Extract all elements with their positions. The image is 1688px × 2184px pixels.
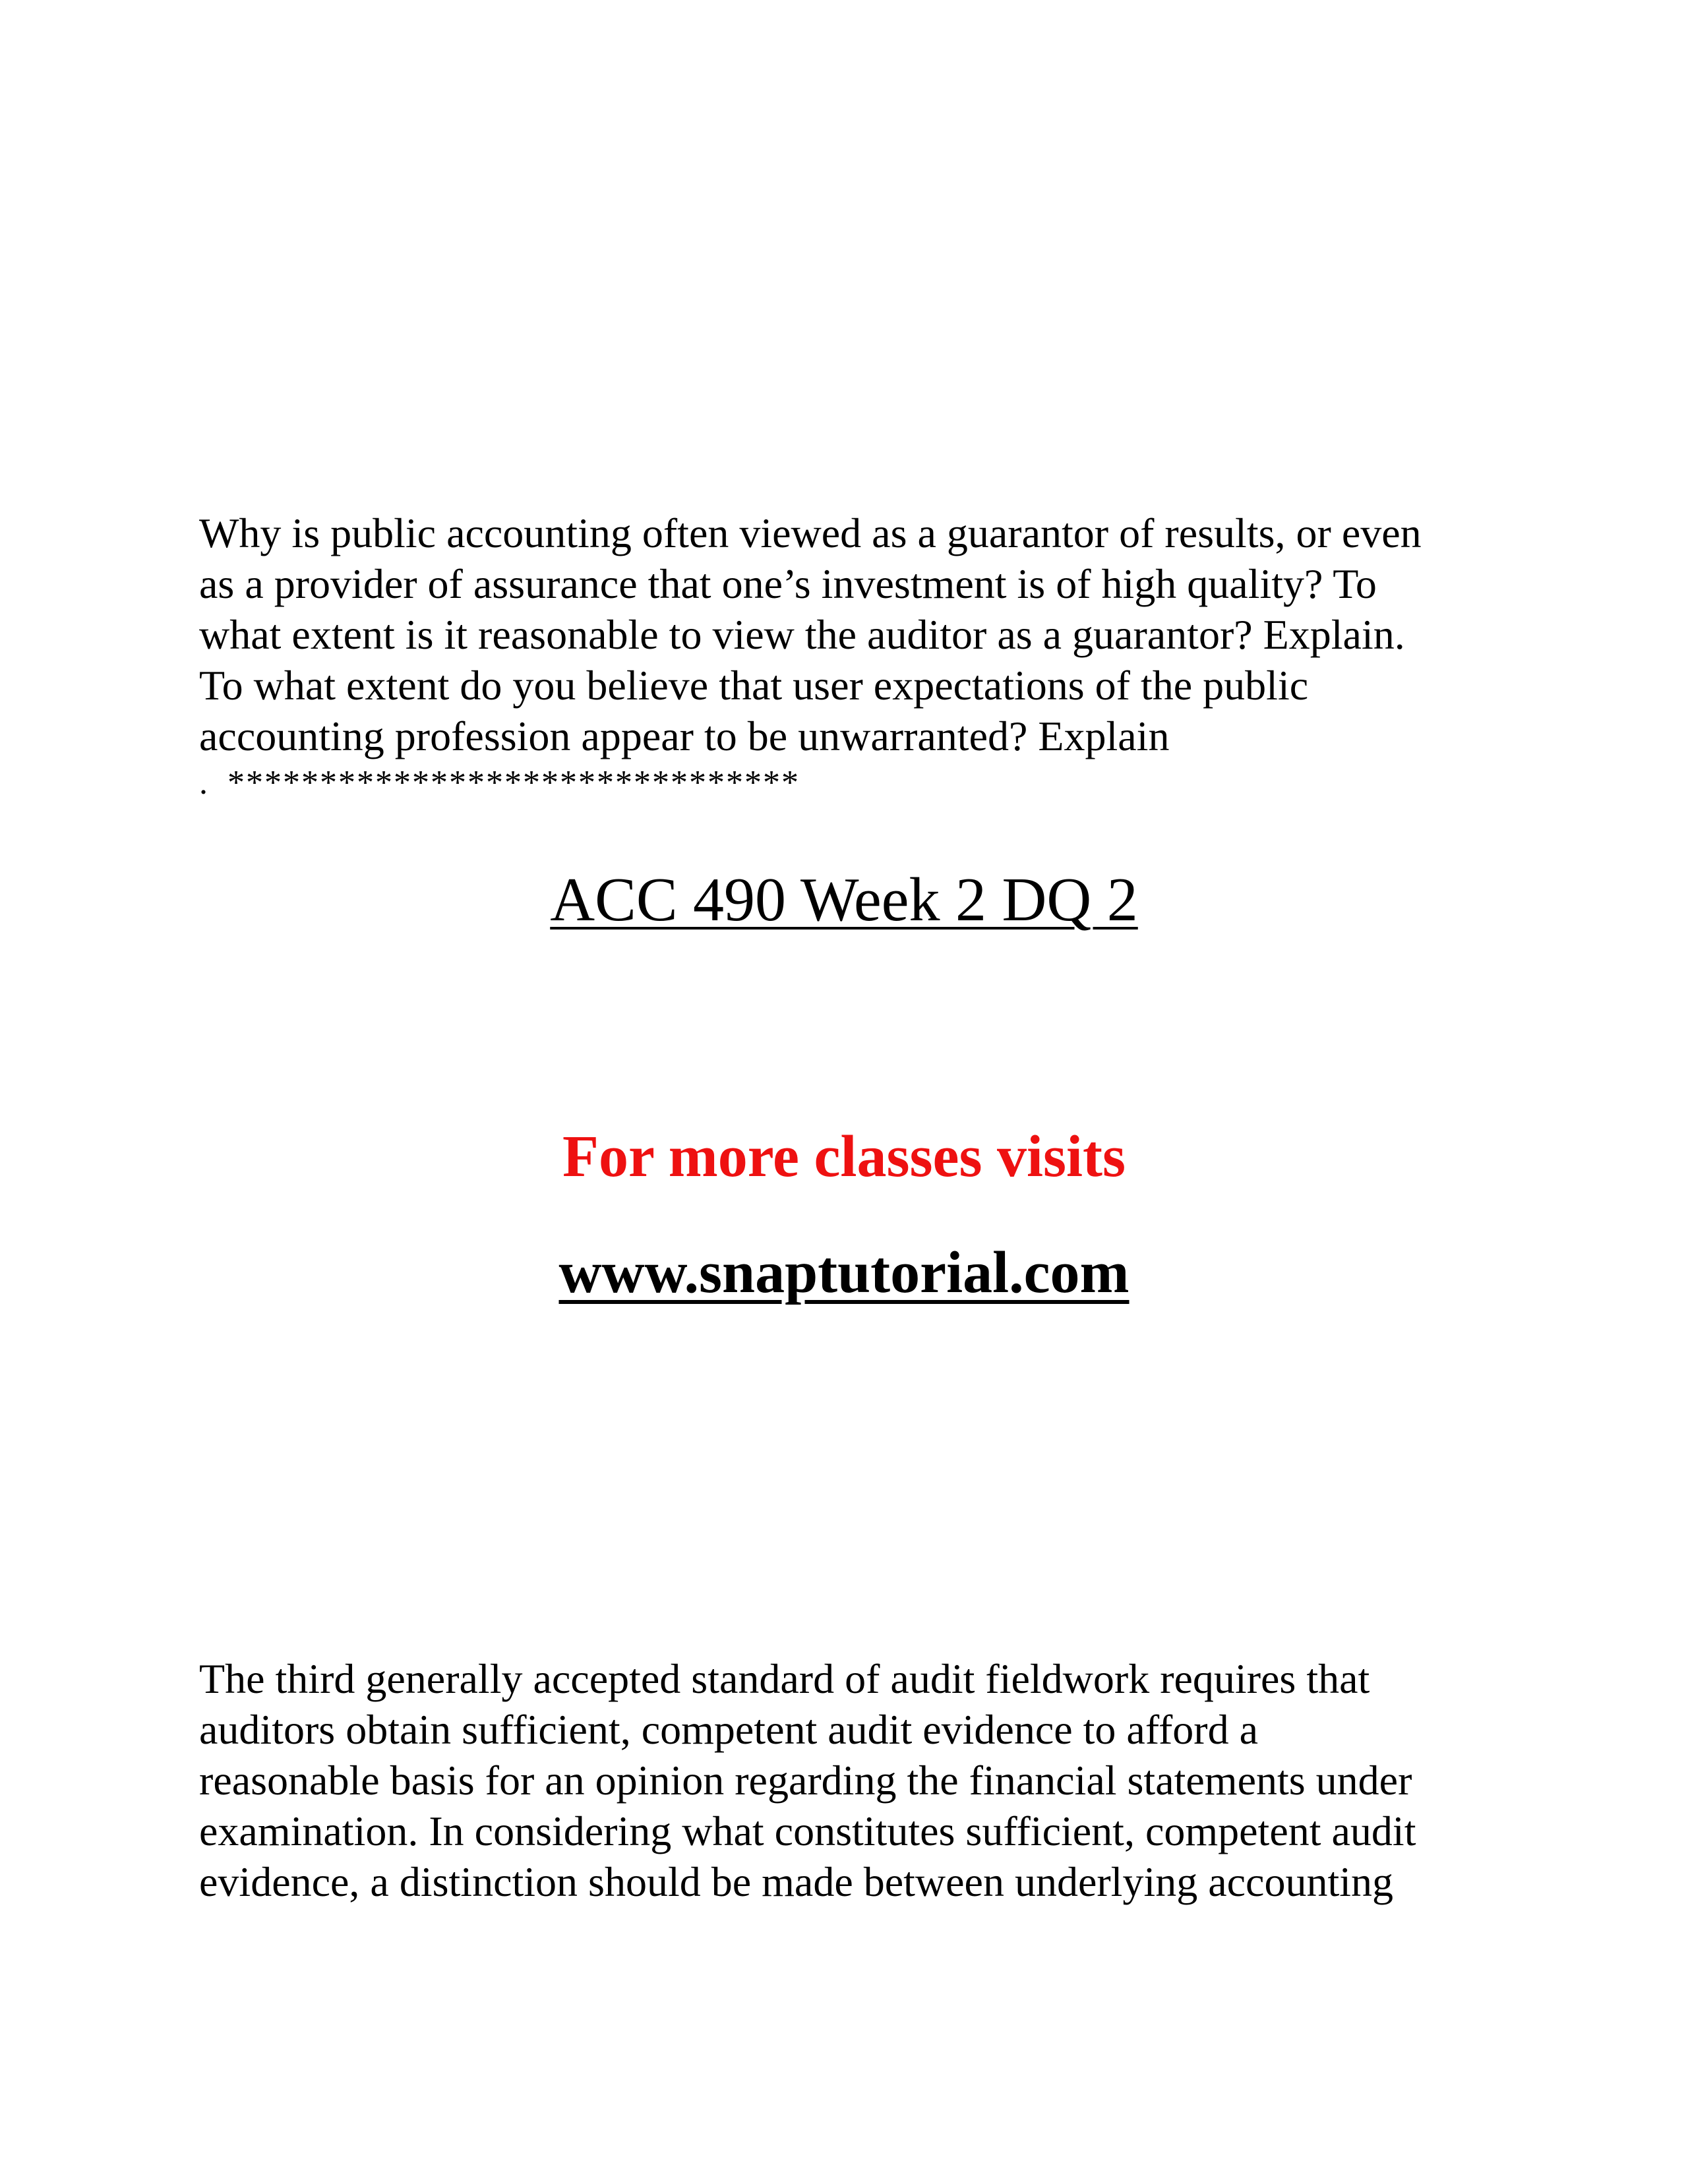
separator-dot: . (199, 764, 209, 802)
promo-heading: For more classes visits (562, 1124, 1126, 1189)
course-title-text: ACC 490 Week 2 DQ 2 (550, 866, 1138, 934)
course-title (0, 864, 1688, 936)
website-link-container (0, 1237, 1688, 1309)
question-paragraph: Why is public accounting often viewed as a guarantor of results, or even as a provider of assurance that one’s investment is of high quality? To what extent is it reasonable to view the auditor as a guarantor? Explain. To what extent do you believe that user expectations of the public accounting profession appear to be unwarranted? Explain (199, 510, 1422, 759)
body-paragraph: The third generally accepted standard of audit fieldwork requires that auditors obtain sufficient, competent audit evidence to afford a reasonable basis for an opinion regarding the financial statements under examination. In considering what constitutes sufficient, competent audit evidence, a distinction should be made between underlying accounting (199, 1655, 1416, 1905)
separator-line (199, 763, 800, 803)
separator-stars: ******************************* (227, 764, 800, 802)
website-link[interactable]: www.snaptutorial.com (558, 1240, 1130, 1305)
